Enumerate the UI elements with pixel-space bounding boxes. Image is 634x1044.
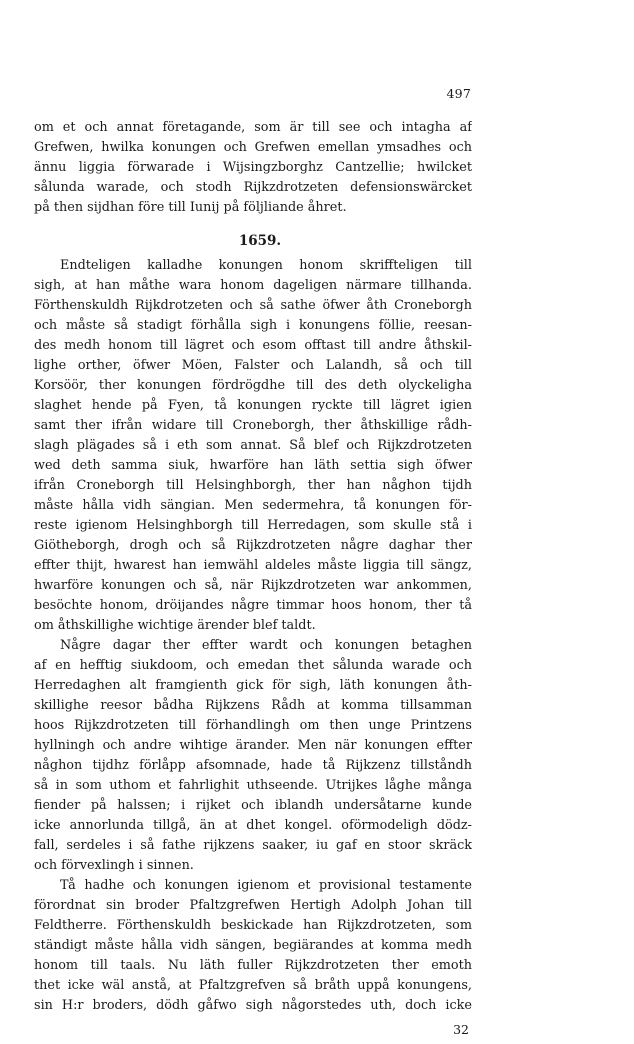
text-line: effter thijt, hwarest han iemwähl aldeles måste liggia till sängz, bbox=[34, 558, 472, 573]
text-line: ständigt måste hålla vidh sängen, begiärandes at komma medh bbox=[34, 938, 472, 953]
text-line: wed deth samma siuk, hwarföre han läth settia sigh öfwer bbox=[34, 458, 472, 473]
text-line: hwarföre konungen och så, när Rijkzdrotzeten war ankommen, bbox=[34, 578, 472, 593]
signature-mark: 32 bbox=[453, 1022, 469, 1037]
text-line: skillighe reesor bådha Rijkzens Rådh at komma tillsamman bbox=[34, 698, 472, 713]
text-line: hyllningh och andre wihtige ärander. Men när konungen effter bbox=[34, 738, 472, 753]
text-line: Tå hadhe och konungen igienom et provisional testamente bbox=[60, 878, 472, 893]
text-line: på then sijdhan före till Iunij på följliande åhret. bbox=[34, 200, 347, 215]
text-line: sålunda warade, och stodh Rijkzdrotzeten defensionswärcket bbox=[34, 180, 472, 195]
page-number: 497 bbox=[446, 86, 471, 101]
text-line: Feldtherre. Förthenskuldh beskickade han Rijkzdrotzeten, som bbox=[34, 918, 472, 933]
text-line: fiender på halssen; i rijket och iblandh undersåtarne kunde bbox=[34, 798, 472, 813]
text-line: Någre dagar ther effter wardt och konungen betaghen bbox=[60, 638, 472, 653]
text-line: och måste så stadigt förhålla sigh i konungens föllie, reesan- bbox=[34, 318, 472, 333]
text-line: slagh plägades så i eth som annat. Så blef och Rijkzdrotzeten bbox=[34, 438, 472, 453]
text-line: hoos Rijkzdrotzeten till förhandlingh om then unge Printzens bbox=[34, 718, 472, 733]
text-line: des medh honom till lägret och esom offtast till andre åthskil- bbox=[34, 338, 472, 353]
text-line: lighe orther, öfwer Möen, Falster och Lalandh, så och till bbox=[34, 358, 472, 373]
text-line: någhon tijdhz förlåpp afsomnade, hade tå Rijkzenz tillståndh bbox=[34, 758, 472, 773]
text-line: besöchte honom, dröijandes någre timmar hoos honom, ther tå bbox=[34, 598, 472, 613]
text-line: Giötheborgh, drogh och så Rijkzdrotzeten någre daghar ther bbox=[34, 538, 472, 553]
year-heading: 1659. bbox=[238, 233, 282, 249]
text-line: Korsöör, ther konungen fördrögdhe till des deth olyckeligha bbox=[34, 378, 472, 393]
text-line: sin H:r broders, dödh gåfwo sigh någorstedes uth, doch icke bbox=[34, 998, 472, 1013]
text-line: och förvexlingh i sinnen. bbox=[34, 858, 194, 873]
text-line: icke annorlunda tillgå, än at dhet kongel. oförmodeligh dödz- bbox=[34, 818, 472, 833]
text-line: honom till taals. Nu läth fuller Rijkzdrotzeten ther emoth bbox=[34, 958, 472, 973]
text-line: så in som uthom et fahrlighit uthseende. Utrijkes låghe många bbox=[34, 778, 472, 793]
text-line: reste igienom Helsinghborgh till Herredagen, som skulle stå i bbox=[34, 518, 472, 533]
text-line: om et och annat företagande, som är till see och intagha af bbox=[34, 120, 472, 135]
text-line: Förthenskuldh Rijkdrotzeten och så sathe öfwer åth Croneborgh bbox=[34, 298, 472, 313]
text-line: fall, serdeles i så fathe rijkzens saaker, iu gaf en stoor skräck bbox=[34, 838, 472, 853]
text-line: af en hefftig siukdoom, och emedan thet sålunda warade och bbox=[34, 658, 472, 673]
text-line: Grefwen, hwilka konungen och Grefwen emellan ymsadhes och bbox=[34, 140, 472, 155]
text-line: måste hålla vidh sängian. Men sedermehra, tå konungen för- bbox=[34, 498, 472, 513]
text-line: ännu liggia förwarade i Wijsingzborghz Cantzellie; hwilcket bbox=[34, 160, 472, 175]
text-line: om åthskillighe wichtige ärender blef taldt. bbox=[34, 618, 316, 633]
text-line: Endteligen kalladhe konungen honom skriffteligen till bbox=[60, 258, 472, 273]
text-line: thet icke wäl anstå, at Pfaltzgrefven så bråth uppå konungens, bbox=[34, 978, 472, 993]
text-line: sigh, at han måthe wara honom dageligen närmare tillhanda. bbox=[34, 278, 472, 293]
text-line: Herredaghen alt framgienth gick för sigh, läth konungen åth- bbox=[34, 678, 472, 693]
text-line: slaghet hende på Fyen, tå konungen ryckte till lägret igien bbox=[34, 398, 472, 413]
text-line: förordnat sin broder Pfaltzgrefwen Hertigh Adolph Johan till bbox=[34, 898, 472, 913]
text-line: samt ther ifrån widare till Croneborgh, ther åthskillige rådh- bbox=[34, 418, 472, 433]
text-line: ifrån Croneborgh till Helsinghborgh, ther han någhon tijdh bbox=[34, 478, 472, 493]
